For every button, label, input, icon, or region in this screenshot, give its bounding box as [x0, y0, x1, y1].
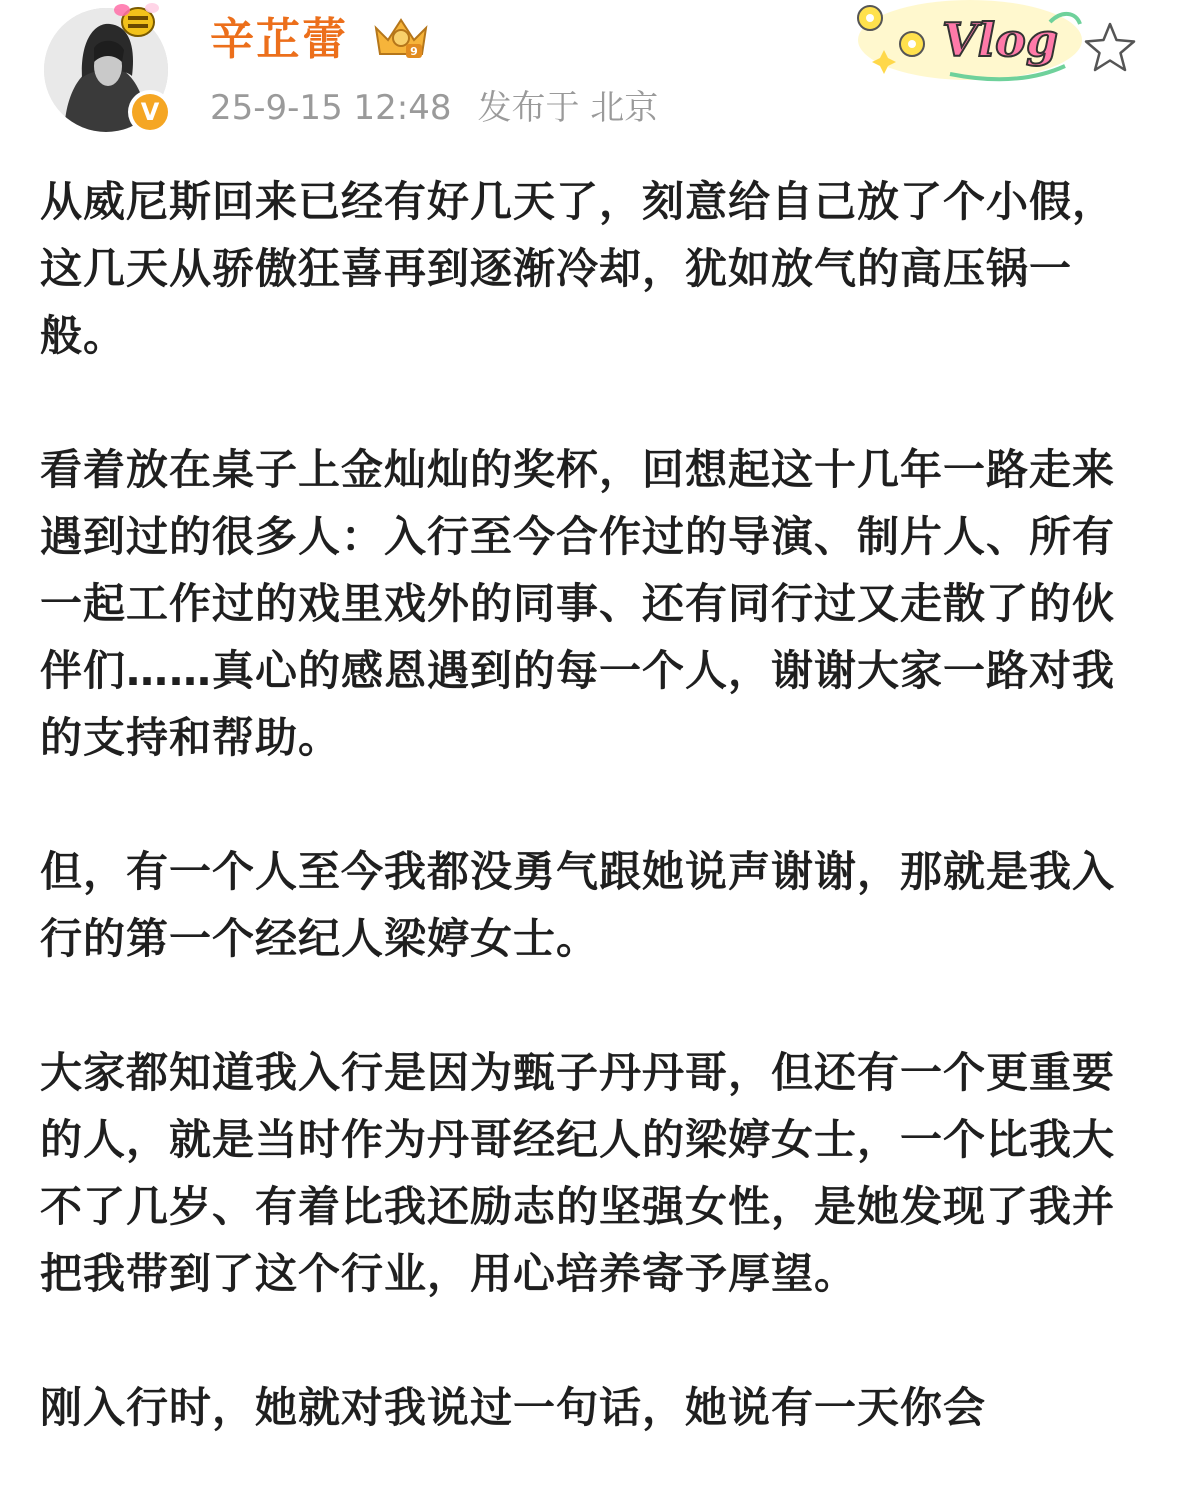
- bee-badge-icon: [108, 0, 162, 40]
- verified-icon: V: [128, 90, 172, 134]
- post-paragraph-1: 从威尼斯回来已经有好几天了，刻意给自己放了个小假，这几天从骄傲狂喜再到逐渐冷却，犹如放气的高压锅一般。: [40, 177, 1116, 360]
- post-meta: [210, 84, 658, 132]
- post-paragraph-3: 但，有一个人至今我都没勇气跟她说声谢谢，那就是我入行的第一个经纪人梁婷女士。: [40, 847, 1116, 963]
- post-paragraph-4: 大家都知道我入行是因为甄子丹丹哥，但还有一个更重要的人，就是当时作为丹哥经纪人的梁婷女士，一个比我大不了几岁、有着比我还励志的坚强女性，是她发现了我并把我带到了这个行业，用心培养寄予厚望。: [40, 1048, 1116, 1298]
- author-name[interactable]: 辛芷蕾: [210, 14, 348, 65]
- star-icon[interactable]: [1080, 18, 1140, 78]
- post-paragraph-5: 刚入行时，她就对我说过一句话，她说有一天你会: [40, 1383, 987, 1432]
- post-header: [0, 0, 1179, 140]
- vlog-label: Vlog: [941, 13, 1059, 67]
- post-location: 发布于 北京: [477, 88, 659, 128]
- vlog-sticker-icon: [840, 0, 1085, 90]
- crown-level: 9: [410, 45, 418, 58]
- post-timestamp: 25-9-15 12:48: [210, 88, 452, 128]
- crown-icon: [370, 14, 432, 62]
- post-body: [40, 168, 1130, 1508]
- post-paragraph-2: 看着放在桌子上金灿灿的奖杯，回想起这十几年一路走来遇到过的很多人：入行至今合作过的导演、制片人、所有一起工作过的戏里戏外的同事、还有同行过又走散了的伙伴们……真心的感恩遇到的每一个人，谢谢大家一路对我的支持和帮助。: [40, 445, 1116, 762]
